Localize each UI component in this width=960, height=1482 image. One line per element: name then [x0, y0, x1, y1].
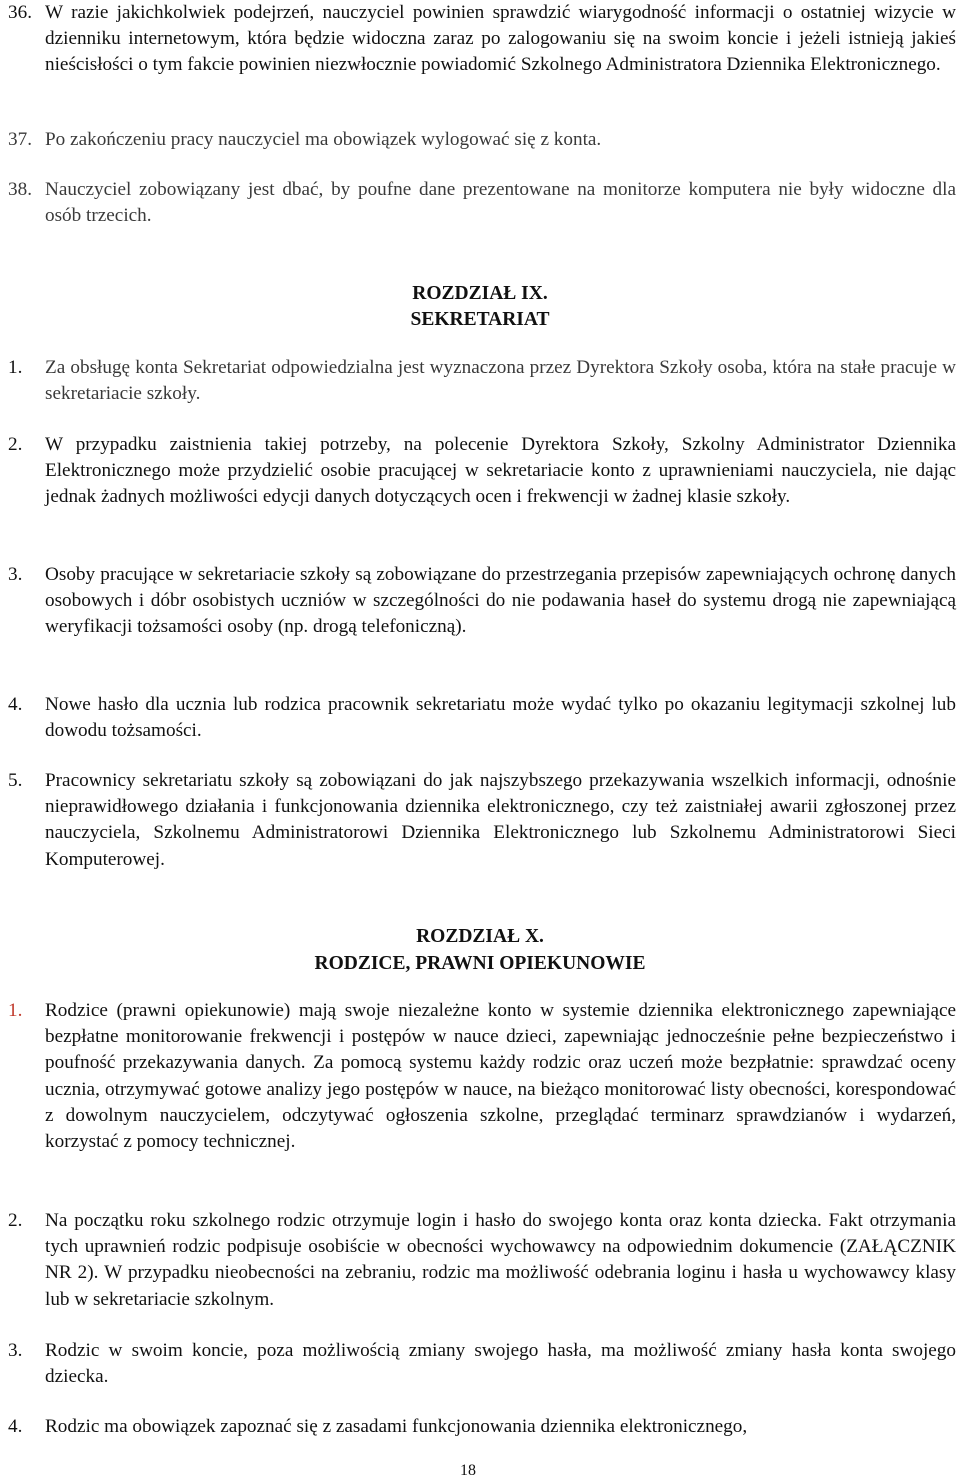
item-number: 1. [8, 1000, 23, 1021]
item-number: 3. [8, 564, 23, 585]
item-text: Nauczyciel zobowiązany jest dbać, by poufne dane prezentowane na monitorze komputera nie były widoczne dla osób trzecich. [45, 179, 956, 227]
list-item [8, 692, 956, 744]
item-text: W przypadku zaistnienia takiej potrzeby, na polecenie Dyrektora Szkoły, Szkolny Administrator Dziennika Elektronicznego może przydzielić osobie pracującej w sekretariacie konto z uprawnieniami nauczyciela, nie dając jednak żadnych możliwości edycji danych dotyczących ocen i frekwencji w żadnej klasie szkoły. [45, 434, 956, 508]
item-number: 3. [8, 1340, 23, 1361]
item-number: 4. [8, 1416, 23, 1437]
item-number: 38. [8, 179, 32, 200]
list-item [8, 432, 956, 511]
item-text: Na początku roku szkolnego rodzic otrzymuje login i hasło do swojego konta oraz konta dziecka. Fakt otrzymania tych uprawnień rodzic podpisuje osobiście w obecności wychowawcy na odpowiednim dokumencie (ZAŁĄCZNIK NR 2). W przypadku nieobecności na zebraniu, rodzic ma możliwość odebrania loginu i hasła u wychowawcy klasy lub w sekretariacie szkolnym. [45, 1210, 956, 1310]
item-text: Osoby pracujące w sekretariacie szkoły są zobowiązane do przestrzegania przepisów zapewniających ochronę danych osobowych i dóbr osobistych uczniów w szczególności do nie podawania haseł do systemu drogą nie zapewniającą weryfikacji tożsamości osoby (np. drogą telefoniczną). [45, 564, 956, 638]
list-item [8, 355, 956, 407]
item-text: Nowe hasło dla ucznia lub rodzica pracownik sekretariatu może wydać tylko po okazaniu legitymacji szkolnej lub dowodu tożsamości. [45, 694, 956, 742]
item-text: Rodzic w swoim koncie, poza możliwością zmiany swojego hasła, ma możliwość zmiany hasła konta swojego dziecka. [45, 1340, 956, 1388]
item-text: Za obsługę konta Sekretariat odpowiedzialna jest wyznaczona przez Dyrektora Szkoły osoba, która na stałe pracuje w sekretariacie szkoły. [45, 357, 956, 405]
item-number: 4. [8, 694, 23, 715]
list-item [8, 998, 956, 1155]
list-item [8, 127, 956, 153]
list-item [8, 768, 956, 873]
list-item [8, 1414, 956, 1440]
item-text: W razie jakichkolwiek podejrzeń, nauczyciel powinien sprawdzić wiarygodność informacji o ostatniej wizycie w dzienniku internetowym, która będzie widoczna zaraz po zalogowaniu się na swoim koncie i jeżeli istnieją jakieś nieścisłości o tym fakcie powinien niezwłocznie powiadomić Szkolnego Administratora Dziennika Elektronicznego. [45, 2, 956, 76]
chapter-subtitle: SEKRETARIAT [410, 309, 550, 330]
item-number: 2. [8, 1210, 23, 1231]
list-item [8, 1208, 956, 1313]
list-item [8, 0, 956, 79]
chapter-title: ROZDZIAŁ X. [416, 926, 544, 947]
chapter-title: ROZDZIAŁ IX. [412, 283, 548, 304]
item-text: Rodzic ma obowiązek zapoznać się z zasadami funkcjonowania dziennika elektronicznego, [45, 1416, 748, 1437]
item-number: 37. [8, 129, 32, 150]
list-item [8, 177, 956, 229]
list-item [8, 562, 956, 641]
item-text: Po zakończeniu pracy nauczyciel ma obowiązek wylogować się z konta. [45, 129, 602, 150]
item-number: 1. [8, 357, 23, 378]
item-text: Pracownicy sekretariatu szkoły są zobowiązani do jak najszybszego przekazywania wszelkich informacji, odnośnie nieprawidłowego działania i funkcjonowania dziennika elektronicznego, czy też zaistniałej awarii zgłoszonej przez nauczyciela, Szkolnemu Administratorowi Dziennika Elektronicznego lub Szkolnemu Administratorowi Sieci Komputerowej. [45, 770, 956, 870]
item-number: 2. [8, 434, 23, 455]
item-number: 5. [8, 770, 23, 791]
list-item [8, 1338, 956, 1390]
item-number: 36. [8, 2, 32, 23]
chapter-subtitle: RODZICE, PRAWNI OPIEKUNOWIE [314, 953, 646, 974]
item-text: Rodzice (prawni opiekunowie) mają swoje niezależne konto w systemie dziennika elektronicznego zapewniające bezpłatne monitorowanie frekwencji i postępów w nauce dzieci, zapewniając jednocześnie pełne bezpieczeństwo i poufność przekazywania danych. Za pomocą systemu każdy rodzic oraz uczeń może bezpłatnie: sprawdzać oceny ucznia, otrzymywać gotowe analizy jego postępów w nauce, na bieżąco monitorować listy obecności, korespondować z dowolnym nauczycielem, odczytywać ogłoszenia szkolne, przeglądać terminarz sprawdzianów i wydarzeń, korzystać z pomocy technicznej. [45, 1000, 956, 1153]
page-number: 18 [460, 1462, 476, 1479]
